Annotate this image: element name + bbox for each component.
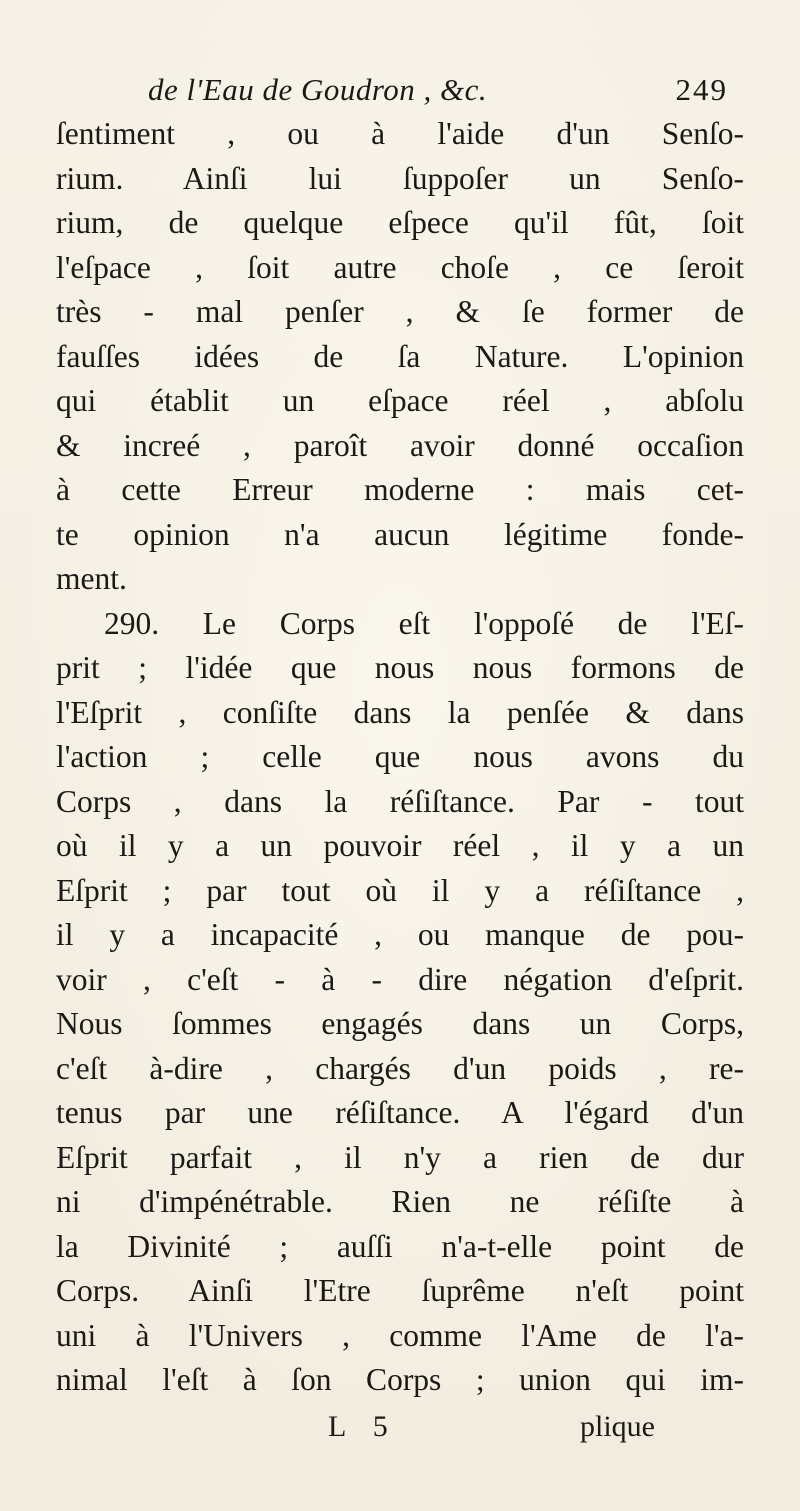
text-line: fauſſes idées de ſa Nature. L'opinion bbox=[56, 338, 744, 374]
text-line: la Divinité ; auſſi n'a-t-elle point de bbox=[56, 1228, 744, 1264]
text-line: prit ; l'idée que nous nous formons de bbox=[56, 650, 744, 685]
text-line: très - mal penſer , & ſe former de bbox=[56, 294, 744, 329]
text-line: Eſprit ; par tout où il y a réſiſtance , bbox=[56, 872, 744, 908]
text-line: l'action ; celle que nous avons du bbox=[56, 739, 744, 774]
text-line: l'Eſprit , conſiſte dans la penſée & dans bbox=[56, 694, 744, 730]
text-line: à cette Erreur moderne : mais cet- bbox=[56, 472, 744, 507]
text-line: te opinion n'a aucun légitime fonde- bbox=[56, 516, 744, 552]
text-line: rium, de quelque eſpece qu'il fût, ſoit bbox=[56, 205, 744, 240]
text-line: uni à l'Univers , comme l'Ame de l'a- bbox=[56, 1317, 744, 1353]
text-line: c'eſt à-dire , chargés d'un poids , re- bbox=[56, 1050, 744, 1086]
text-line: Corps , dans la réſiſtance. Par - tout bbox=[56, 783, 744, 819]
text-line: rium. Ainſi lui ſuppoſer un Senſo- bbox=[56, 160, 744, 196]
text-line: Nous ſommes engagés dans un Corps, bbox=[56, 1006, 744, 1041]
text-line: ment. bbox=[56, 561, 127, 596]
signature-mark: L 5 bbox=[328, 1410, 398, 1443]
text-line: Corps. Ainſi l'Etre ſuprême n'eſt point bbox=[56, 1273, 744, 1308]
page-footer bbox=[0, 1410, 800, 1454]
text-line: où il y a un pouvoir réel , il y a un bbox=[56, 828, 744, 863]
page-header bbox=[148, 72, 728, 116]
text-line: ni d'impénétrable. Rien ne réſiſte à bbox=[56, 1184, 744, 1219]
text-line: & increé , paroît avoir donné occaſion bbox=[56, 427, 744, 463]
catchword: plique bbox=[580, 1410, 655, 1443]
text-line: ſentiment , ou à l'aide d'un Senſo- bbox=[56, 116, 744, 151]
text-line: Eſprit parfait , il n'y a rien de dur bbox=[56, 1139, 744, 1175]
body-text bbox=[56, 112, 744, 1403]
text-line: l'eſpace , ſoit autre choſe , ce ſeroit bbox=[56, 249, 744, 285]
page-number: 249 bbox=[675, 72, 728, 107]
text-line: voir , c'eſt - à - dire négation d'eſprit. bbox=[56, 961, 744, 997]
paragraph-start-line: 290. Le Corps eſt l'oppoſé de l'Eſ- bbox=[104, 605, 744, 641]
text-line: il y a incapacité , ou manque de pou- bbox=[56, 917, 744, 952]
text-line: nimal l'eſt à ſon Corps ; union qui im- bbox=[56, 1362, 744, 1397]
running-title: de l'Eau de Goudron , &c. bbox=[148, 72, 488, 107]
text-line: tenus par une réſiſtance. A l'égard d'un bbox=[56, 1095, 744, 1130]
text-line: qui établit un eſpace réel , abſolu bbox=[56, 383, 744, 418]
